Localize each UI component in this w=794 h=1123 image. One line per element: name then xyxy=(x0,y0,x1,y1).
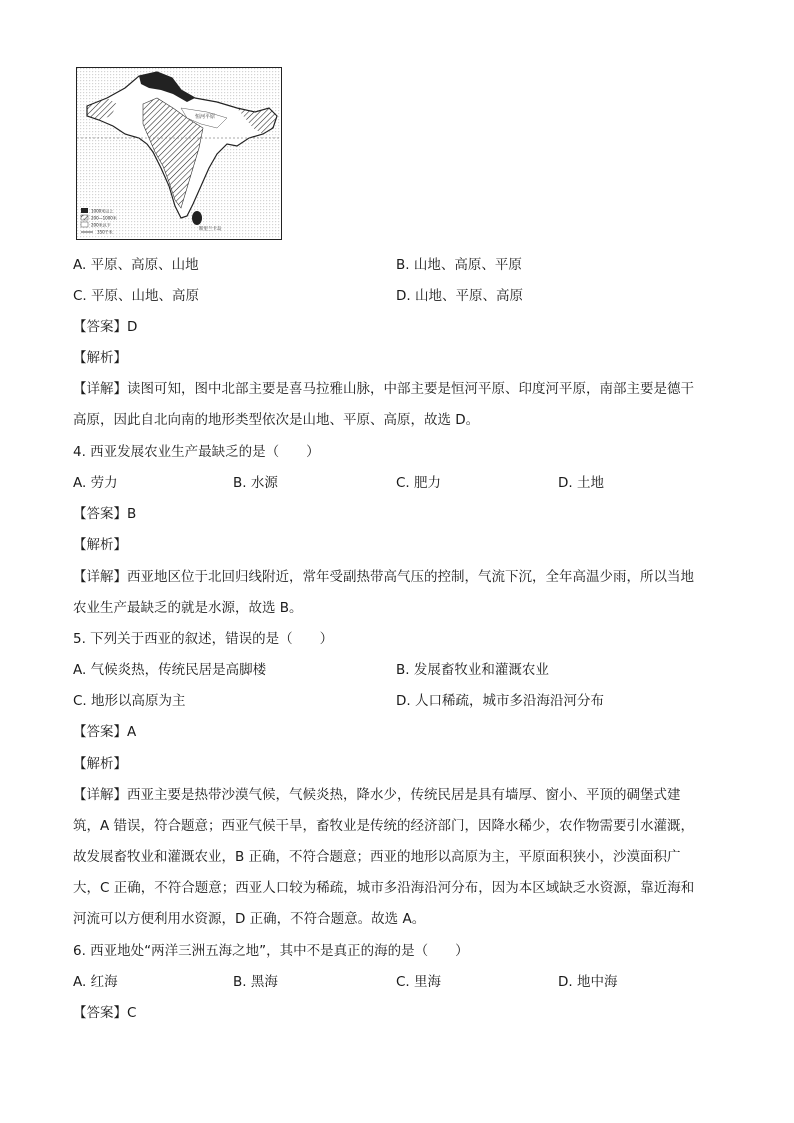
q5-answer: 【答案】A xyxy=(73,724,137,740)
svg-text:1000米以上: 1000米以上 xyxy=(91,208,114,214)
q6-stem: 6. 西亚地处“两洋三洲五海之地”，其中不是真正的海的是（ ） xyxy=(73,943,469,959)
q3-option-b[interactable]: B. 山地、高原、平原 xyxy=(396,257,522,273)
svg-text:200米以下: 200米以下 xyxy=(91,222,111,228)
q4-stem: 4. 西亚发展农业生产最缺乏的是（ ） xyxy=(73,444,320,460)
q5-detail-line-1: 【详解】西亚主要是热带沙漠气候，气候炎热，降水少，传统民居是具有墙厚、窗小、平顶的碉堡式建 xyxy=(73,787,681,803)
map-label-ganges-plain: 恒河平原 xyxy=(195,114,216,120)
q6-option-d[interactable]: D. 地中海 xyxy=(558,974,618,990)
q5-option-d[interactable]: D. 人口稀疏，城市多沿海沿河分布 xyxy=(396,693,604,709)
q5-analysis-heading: 【解析】 xyxy=(73,756,127,772)
svg-text:350千米: 350千米 xyxy=(97,229,113,235)
q5-option-c[interactable]: C. 地形以高原为主 xyxy=(73,693,186,709)
q5-option-a[interactable]: A. 气候炎热，传统民居是高脚楼 xyxy=(73,662,267,678)
q3-analysis-heading: 【解析】 xyxy=(73,350,127,366)
q4-detail-line-2: 农业生产最缺乏的就是水源，故选 B。 xyxy=(73,600,303,616)
q4-detail-line-1: 【详解】西亚地区位于北回归线附近，常年受副热带高气压的控制，气流下沉，全年高温少雨，所以当地 xyxy=(73,569,694,585)
q4-option-d[interactable]: D. 土地 xyxy=(558,475,604,491)
q5-detail-line-2: 筑，A 错误，符合题意；西亚气候干旱，畜牧业是传统的经济部门，因降水稀少，农作物需要引水灌溉， xyxy=(73,818,695,834)
q4-option-a[interactable]: A. 劳力 xyxy=(73,475,118,491)
q5-detail-line-3: 故发展畜牧业和灌溉农业，B 正确，不符合题意；西亚的地形以高原为主，平原面积狭小，沙漠面积广 xyxy=(73,849,681,865)
q6-answer: 【答案】C xyxy=(73,1005,137,1021)
map-label-sri-lanka: 斯里兰卡岛 xyxy=(199,227,222,232)
south-asia-terrain-map xyxy=(76,67,282,240)
q4-answer: 【答案】B xyxy=(73,506,137,522)
q4-option-b[interactable]: B. 水源 xyxy=(233,475,278,491)
q6-option-c[interactable]: C. 里海 xyxy=(396,974,442,990)
q3-answer: 【答案】D xyxy=(73,319,138,335)
q4-analysis-heading: 【解析】 xyxy=(73,537,127,553)
sri-lanka-island xyxy=(192,211,202,225)
q3-option-d[interactable]: D. 山地、平原、高原 xyxy=(396,288,523,304)
svg-text:200—1000米: 200—1000米 xyxy=(91,215,117,221)
q5-stem: 5. 下列关于西亚的叙述，错误的是（ ） xyxy=(73,631,334,647)
q3-detail-line-1: 【详解】读图可知，图中北部主要是喜马拉雅山脉，中部主要是恒河平原、印度河平原，南部主要是德干 xyxy=(73,381,694,397)
q5-detail-line-4: 大，C 正确，不符合题意；西亚人口较为稀疏，城市多沿海沿河分布，因为本区域缺乏水资源，靠近海和 xyxy=(73,880,695,896)
q6-option-b[interactable]: B. 黑海 xyxy=(233,974,278,990)
q6-option-a[interactable]: A. 红海 xyxy=(73,974,118,990)
map-graphic xyxy=(77,68,280,238)
q4-option-c[interactable]: C. 肥力 xyxy=(396,475,442,491)
q3-detail-line-2: 高原，因此自北向南的地形类型依次是山地、平原、高原，故选 D。 xyxy=(73,412,480,428)
q3-option-a[interactable]: A. 平原、高原、山地 xyxy=(73,257,199,273)
q5-option-b[interactable]: B. 发展畜牧业和灌溉农业 xyxy=(396,662,549,678)
q5-detail-line-5: 河流可以方便利用水资源，D 正确，不符合题意。故选 A。 xyxy=(73,911,426,927)
q3-option-c[interactable]: C. 平原、山地、高原 xyxy=(73,288,200,304)
